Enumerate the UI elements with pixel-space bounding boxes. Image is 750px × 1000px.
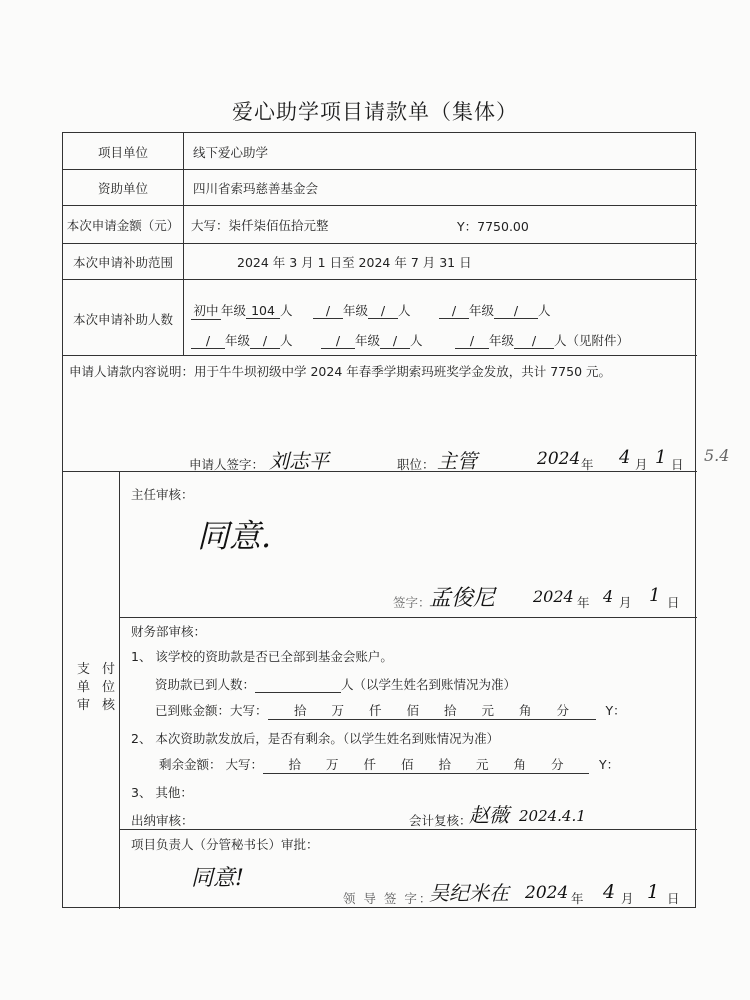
director-year-label: 年 <box>577 595 590 610</box>
unit-label: 人 <box>538 303 551 318</box>
student-count-field: / <box>250 333 280 349</box>
received-amount-row <box>155 701 626 720</box>
director-signature: 孟俊尼 <box>429 586 496 611</box>
grade-field: / <box>439 303 469 319</box>
leader-day-label: 日 <box>667 891 680 906</box>
grade-field: / <box>313 303 343 319</box>
row-divider <box>63 243 697 244</box>
applicant-date-year: 2024 <box>537 449 581 469</box>
amount-in-numbers: Y：7750.00 <box>457 219 529 234</box>
grade-label: 年级 <box>221 303 247 318</box>
grade-label: 年级 <box>343 303 369 318</box>
count-line-1c <box>439 301 551 319</box>
grade-label: 年级 <box>225 333 251 348</box>
director-date-month: 4 <box>603 587 614 606</box>
count-line-2a <box>191 331 293 349</box>
side-label-line: 审核 <box>77 698 128 713</box>
director-month-label: 月 <box>619 595 632 610</box>
date-day-label: 日 <box>671 457 684 472</box>
applicant-date-day: 1 <box>655 447 667 468</box>
director-approval-note: 同意. <box>197 517 272 555</box>
funding-unit-value: 四川省索玛慈善基金会 <box>193 181 319 196</box>
grade-label: 年级 <box>489 333 515 348</box>
count-line-2c <box>455 331 629 349</box>
finance-item-1: 1、 该学校的资助款是否已全部到基金会账户。 <box>131 649 393 664</box>
request-description: 申请人请款内容说明：用于牛牛坝初级中学 2024 年春季学期索玛班奖学金发放，共计 7750 元。 <box>69 364 612 379</box>
remaining-yen-label: Y： <box>598 757 620 772</box>
remaining-amount-field: 拾 万 仟 佰 拾 元 角 分 <box>263 755 589 774</box>
finance-item-2: 2、 本次资助款发放后，是否有剩余。（以学生姓名到账情况为准） <box>131 731 500 746</box>
funding-unit-label: 资助单位 <box>97 181 148 196</box>
student-count-field: / <box>368 303 398 319</box>
count-line-2b <box>321 331 423 349</box>
unit-label: 人 <box>398 303 411 318</box>
finance-item-3: 3、 其他： <box>131 785 193 800</box>
grade-field: / <box>191 333 225 349</box>
leader-date-month: 4 <box>603 881 616 903</box>
director-date-year: 2024 <box>533 587 574 606</box>
payment-unit-review-label <box>77 661 127 715</box>
request-form-table <box>62 132 696 908</box>
row-divider <box>119 829 697 830</box>
range-value: 2024 年 3 月 1 日至 2024 年 7 月 31 日 <box>237 255 472 270</box>
row-divider <box>63 471 697 472</box>
received-count-row <box>155 675 516 693</box>
applicant-signature: 刘志平 <box>269 449 329 473</box>
accountant-date: 2024.4.1 <box>519 807 586 825</box>
student-count-field: 104 <box>246 303 280 319</box>
position-signature: 主管 <box>437 449 477 473</box>
date-month-label: 月 <box>635 457 648 472</box>
cashier-review-label: 出纳审核： <box>131 813 194 828</box>
student-count-field: / <box>514 333 554 349</box>
unit-label: 人 <box>280 333 293 348</box>
grade-field: 初中 <box>191 301 221 320</box>
grade-field: / <box>321 333 355 349</box>
form-title: 爱心助学项目请款单（集体） <box>232 100 518 124</box>
received-count-suffix: 人（以学生姓名到账情况为准） <box>341 677 517 692</box>
column-divider <box>183 133 184 355</box>
side-label-line: 单位 <box>77 680 128 695</box>
project-unit-value: 线下爱心助学 <box>193 145 269 160</box>
row-divider <box>63 355 697 356</box>
count-line-1 <box>191 301 293 320</box>
finance-review-header: 财务部审核： <box>131 624 207 639</box>
student-count-field: / <box>380 333 410 349</box>
applicant-date-month: 4 <box>619 447 631 468</box>
grade-label: 年级 <box>355 333 381 348</box>
received-amount-label: 已到账金额：大写： <box>155 703 268 718</box>
director-sign-label: 签字： <box>393 595 431 610</box>
leader-approval-label: 项目负责人（分管秘书长）审批： <box>131 837 319 852</box>
unit-label: 人 <box>410 333 423 348</box>
received-count-label: 资助款已到人数： <box>155 677 256 692</box>
leader-date-day: 1 <box>647 881 660 903</box>
received-amount-field: 拾 万 仟 佰 拾 元 角 分 <box>268 701 596 720</box>
row-divider <box>119 617 697 618</box>
row-divider <box>63 169 697 170</box>
row-divider <box>63 205 697 206</box>
leader-approval-note: 同意! <box>191 866 244 891</box>
grade-field: / <box>455 333 489 349</box>
director-day-label: 日 <box>667 595 680 610</box>
grade-label: 年级 <box>469 303 495 318</box>
received-yen-label: Y： <box>605 703 626 718</box>
accountant-review-label: 会计复核： <box>409 813 472 828</box>
date-year-label: 年 <box>581 457 594 472</box>
unit-label: 人（见附件） <box>554 333 630 348</box>
remaining-amount-label: 剩余金额： 大写： <box>159 757 263 772</box>
leader-year-label: 年 <box>571 891 584 906</box>
received-count-field <box>255 677 341 693</box>
side-label-line: 支付 <box>77 662 128 677</box>
range-label: 本次申请补助范围 <box>72 255 173 270</box>
director-date-day: 1 <box>649 585 661 606</box>
amount-label: 本次申请金额（元） <box>66 218 180 233</box>
student-count-field: / <box>494 303 538 319</box>
margin-note: 5.4 <box>704 446 730 465</box>
unit-label: 人 <box>280 303 293 318</box>
leader-date-year: 2024 <box>525 883 569 903</box>
accountant-signature: 赵薇 <box>469 803 509 827</box>
row-divider <box>63 279 697 280</box>
amount-in-words: 大写：柒仟柒佰伍拾元整 <box>191 218 329 233</box>
director-review-label: 主任审核： <box>131 487 194 502</box>
count-line-1b <box>313 301 411 319</box>
leader-month-label: 月 <box>621 891 634 906</box>
project-unit-label: 项目单位 <box>97 145 148 160</box>
remaining-amount-row <box>159 755 619 774</box>
leader-signature: 吴纪米在 <box>429 881 509 905</box>
applicant-label: 申请人签字： <box>189 457 265 472</box>
position-label: 职位： <box>397 457 435 472</box>
leader-sign-label: 领 导 签 字： <box>343 891 434 906</box>
count-label: 本次申请补助人数 <box>72 312 173 327</box>
